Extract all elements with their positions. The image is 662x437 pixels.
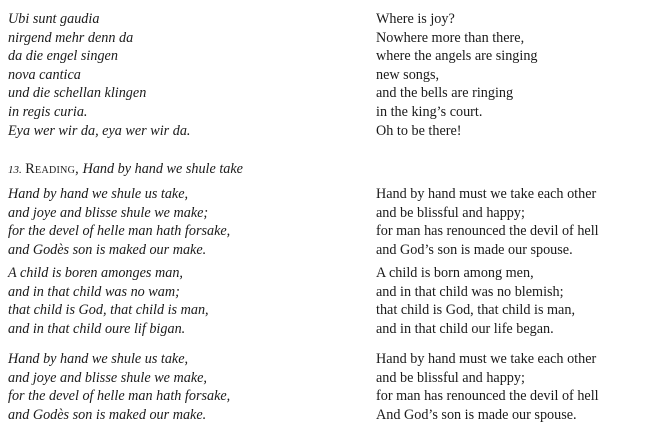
verse-line: for the devel of helle man hath forsake, xyxy=(8,388,231,405)
verse-line: for the devel of helle man hath forsake, xyxy=(8,223,231,240)
verse-line: and be blissful and happy; xyxy=(376,369,525,386)
section-label: Reading, xyxy=(25,161,80,177)
verse-line: for man has renounced the devil of hell xyxy=(376,388,599,405)
verse-line: und die schellan klingen xyxy=(8,85,147,102)
verse-line: where the angels are singing xyxy=(376,48,538,65)
verse-line: for man has renounced the devil of hell xyxy=(376,223,599,240)
verse-line: nova cantica xyxy=(8,66,81,83)
stanza-2-original xyxy=(8,264,209,338)
verse-line: Hand by hand must we take each other xyxy=(376,186,597,202)
intro-translation xyxy=(376,10,538,140)
section-number: 13. xyxy=(8,164,22,176)
verse-line: and Godès son is maked our make. xyxy=(8,241,207,258)
verse-line: Ubi sunt gaudia xyxy=(8,11,100,27)
verse-line: Eya wer wir da, eya wer wir da. xyxy=(8,122,191,139)
verse-line: and joye and blisse shule we make; xyxy=(8,204,209,221)
verse-line: and in that child was no blemish; xyxy=(376,283,564,300)
verse-line: And God’s son is made our spouse. xyxy=(376,406,577,423)
stanza-3-original xyxy=(8,350,230,424)
verse-line: Where is joy? xyxy=(376,11,455,27)
verse-line: Hand by hand must we take each other xyxy=(376,351,597,367)
verse-line: A child is born among men, xyxy=(376,265,534,281)
verse-line: in regis curia. xyxy=(8,103,88,120)
verse-line: da die engel singen xyxy=(8,48,118,65)
verse-line: that child is God, that child is man, xyxy=(8,302,209,319)
verse-line: nirgend mehr denn da xyxy=(8,29,134,46)
verse-line: and be blissful and happy; xyxy=(376,204,525,221)
stanza-2-translation xyxy=(376,264,575,338)
stanza-3-translation xyxy=(376,350,599,424)
verse-line: and the bells are ringing xyxy=(376,85,514,102)
intro-original xyxy=(8,10,190,140)
verse-line: and joye and blisse shule we make, xyxy=(8,369,207,386)
verse-line: and in that child oure lif bigan. xyxy=(8,320,186,337)
verse-line: A child is boren amonges man, xyxy=(8,265,183,281)
verse-line: Hand by hand we shule us take, xyxy=(8,186,189,202)
verse-line: in the king’s court. xyxy=(376,103,483,120)
section-heading xyxy=(8,160,243,180)
verse-line: and in that child our life began. xyxy=(376,320,554,337)
verse-line: new songs, xyxy=(376,66,440,83)
stanza-1-translation xyxy=(376,185,599,259)
verse-line: Nowhere more than there, xyxy=(376,29,525,46)
verse-line: Oh to be there! xyxy=(376,122,462,139)
verse-line: and Godès son is maked our make. xyxy=(8,406,207,423)
verse-line: Hand by hand we shule us take, xyxy=(8,351,189,367)
verse-line: and God’s son is made our spouse. xyxy=(376,241,573,258)
verse-line: that child is God, that child is man, xyxy=(376,302,575,319)
verse-line: and in that child was no wam; xyxy=(8,283,180,300)
section-title: Hand by hand we shule take xyxy=(82,161,243,177)
stanza-1-original xyxy=(8,185,230,259)
